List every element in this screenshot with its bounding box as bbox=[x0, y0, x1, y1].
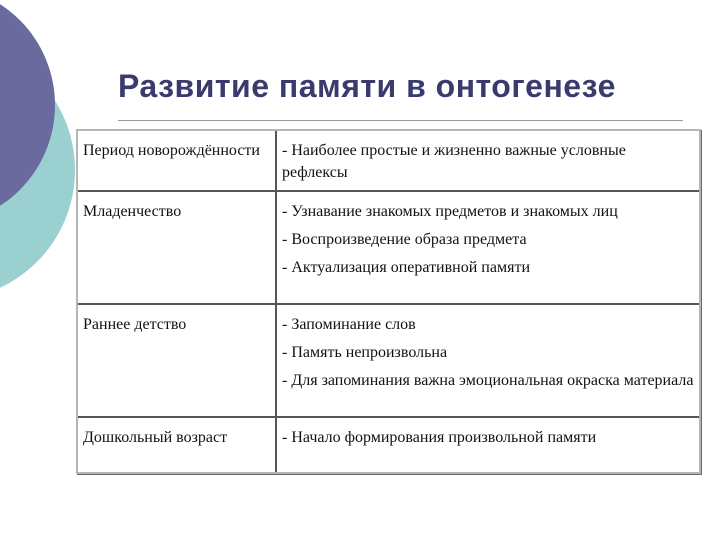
features-cell bbox=[276, 131, 699, 191]
periods-table-frame bbox=[76, 129, 701, 474]
features-cell bbox=[276, 417, 699, 472]
feature-item: - Узнавание знакомых предметов и знакомых лиц bbox=[282, 203, 618, 220]
features-cell bbox=[276, 304, 699, 417]
table-row bbox=[78, 304, 699, 417]
feature-item: - Воспроизведение образа предмета bbox=[282, 231, 527, 248]
decorative-circles bbox=[0, 0, 80, 300]
title-underline bbox=[118, 120, 683, 121]
features-cell bbox=[276, 191, 699, 304]
period-cell: Раннее детство bbox=[78, 304, 276, 417]
feature-item: - Начало формирования произвольной памяти bbox=[282, 429, 597, 446]
slide-title: Развитие памяти в онтогенезе bbox=[118, 68, 616, 104]
period-cell: Дошкольный возраст bbox=[78, 417, 276, 472]
feature-item: - Наиболее простые и жизненно важные условные рефлексы bbox=[282, 142, 626, 181]
feature-item: - Актуализация оперативной памяти bbox=[282, 259, 530, 276]
period-cell: Период новорождённости bbox=[78, 131, 276, 191]
table-row bbox=[78, 131, 699, 191]
period-cell: Младенчество bbox=[78, 191, 276, 304]
table-row bbox=[78, 417, 699, 472]
memory-development-table bbox=[78, 131, 699, 472]
feature-item: - Память непроизвольна bbox=[282, 344, 448, 361]
feature-item: - Для запоминания важна эмоциональная окраска материала bbox=[282, 372, 694, 389]
table-row bbox=[78, 191, 699, 304]
feature-item: - Запоминание слов bbox=[282, 316, 416, 333]
